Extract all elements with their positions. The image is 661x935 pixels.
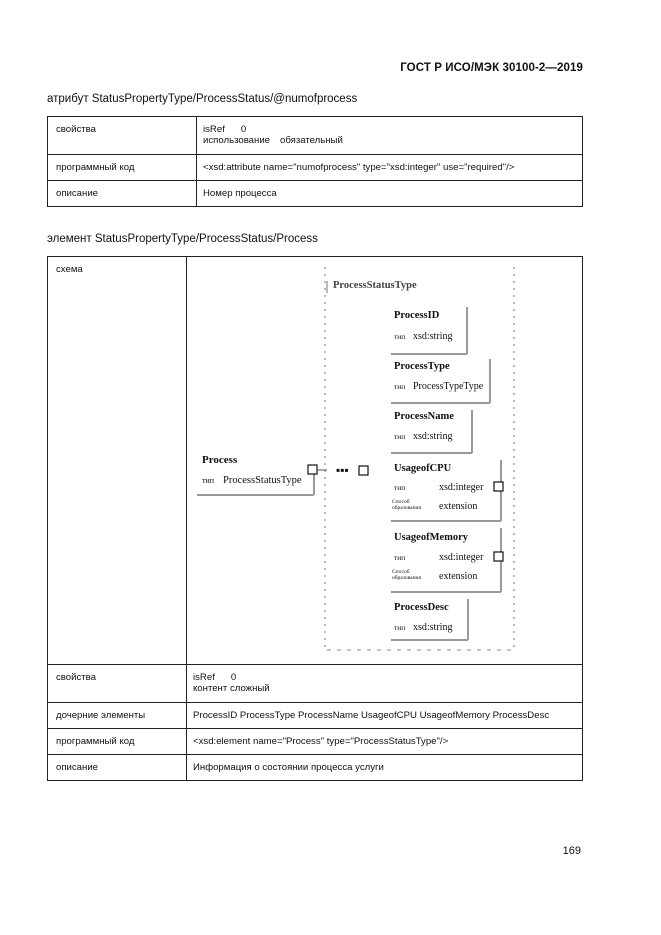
row-value: <xsd:attribute name="numofprocess" type="xsd:integer" use="required"/> <box>197 155 583 181</box>
expand-icon <box>494 552 503 561</box>
child-type-label: тип <box>394 623 406 632</box>
schema-cell <box>187 257 583 665</box>
row-value <box>197 117 583 155</box>
content-label: контент <box>193 683 228 694</box>
table-row <box>48 703 583 729</box>
child-type-label: тип <box>394 483 406 492</box>
isref-value: 0 <box>240 124 247 135</box>
root-type-label: тип <box>202 476 215 485</box>
expand-icon <box>308 465 317 474</box>
child-method-label: Способ образования <box>392 499 422 511</box>
row-key: свойства <box>48 117 197 155</box>
table-row <box>48 665 583 703</box>
isref-label: isRef <box>193 672 215 683</box>
row-value: Информация о состоянии процесса услуги <box>187 755 583 781</box>
root-element-name: Process <box>202 454 238 466</box>
row-key: дочерние элементы <box>48 703 187 729</box>
row-value: ProcessID ProcessType ProcessName UsageofCPU UsageofMemory ProcessDesc <box>187 703 583 729</box>
isref-label: isRef <box>203 124 225 135</box>
row-value: Номер процесса <box>197 181 583 207</box>
child-element <box>391 307 467 354</box>
child-element <box>391 460 503 521</box>
child-name: UsageofMemory <box>394 532 469 543</box>
child-type-value: xsd:string <box>413 622 453 633</box>
content-value: сложный <box>229 683 270 694</box>
row-value <box>187 665 583 703</box>
child-name: ProcessDesc <box>394 602 449 613</box>
child-method-label: Способ образования <box>392 569 422 581</box>
attribute-table <box>47 116 583 207</box>
child-type-label: тип <box>394 553 406 562</box>
expand-icon <box>359 466 368 475</box>
group-title: ProcessStatusType <box>333 280 417 291</box>
child-method-value: extension <box>439 501 478 512</box>
child-name: ProcessType <box>394 361 450 372</box>
element-table <box>47 256 583 781</box>
child-type-label: тип <box>394 382 406 391</box>
isref-value: 0 <box>230 672 237 683</box>
schema-diagram <box>187 257 582 661</box>
row-key: программный код <box>48 729 187 755</box>
section2-caption: элемент StatusPropertyType/ProcessStatus/Process <box>47 233 318 245</box>
row-value: <xsd:element name="Process" type="ProcessStatusType"/> <box>187 729 583 755</box>
row-key: схема <box>48 257 187 665</box>
child-type-value: xsd:integer <box>439 552 484 563</box>
row-key: свойства <box>48 665 187 703</box>
use-value: обязательный <box>280 135 343 146</box>
child-type-value: xsd:string <box>413 331 453 342</box>
child-element <box>391 528 503 592</box>
child-method-value: extension <box>439 571 478 582</box>
child-name: ProcessID <box>394 310 440 321</box>
child-element <box>391 359 490 403</box>
row-key: программный код <box>48 155 197 181</box>
row-key: описание <box>48 755 187 781</box>
expand-icon <box>494 482 503 491</box>
row-key: описание <box>48 181 197 207</box>
table-row <box>48 155 583 181</box>
table-row <box>48 257 583 665</box>
child-type-value: xsd:string <box>413 431 453 442</box>
child-type-label: тип <box>394 432 406 441</box>
page-number: 169 <box>562 845 581 857</box>
table-row <box>48 181 583 207</box>
child-element <box>391 599 468 640</box>
child-type-label: тип <box>394 332 406 341</box>
root-type-value: ProcessStatusType <box>223 475 302 486</box>
sequence-icon: ▪▪▪ <box>336 463 349 477</box>
standard-header: ГОСТ Р ИСО/МЭК 30100-2—2019 <box>400 62 583 74</box>
child-name: ProcessName <box>394 411 454 422</box>
use-label: использование <box>203 135 271 146</box>
child-type-value: xsd:integer <box>439 482 484 493</box>
child-element <box>391 410 472 453</box>
table-row <box>48 755 583 781</box>
table-row <box>48 117 583 155</box>
table-row <box>48 729 583 755</box>
section1-caption: атрибут StatusPropertyType/ProcessStatus/@numofprocess <box>47 93 358 105</box>
child-name: UsageofCPU <box>394 463 452 474</box>
child-type-value: ProcessTypeType <box>413 381 484 392</box>
